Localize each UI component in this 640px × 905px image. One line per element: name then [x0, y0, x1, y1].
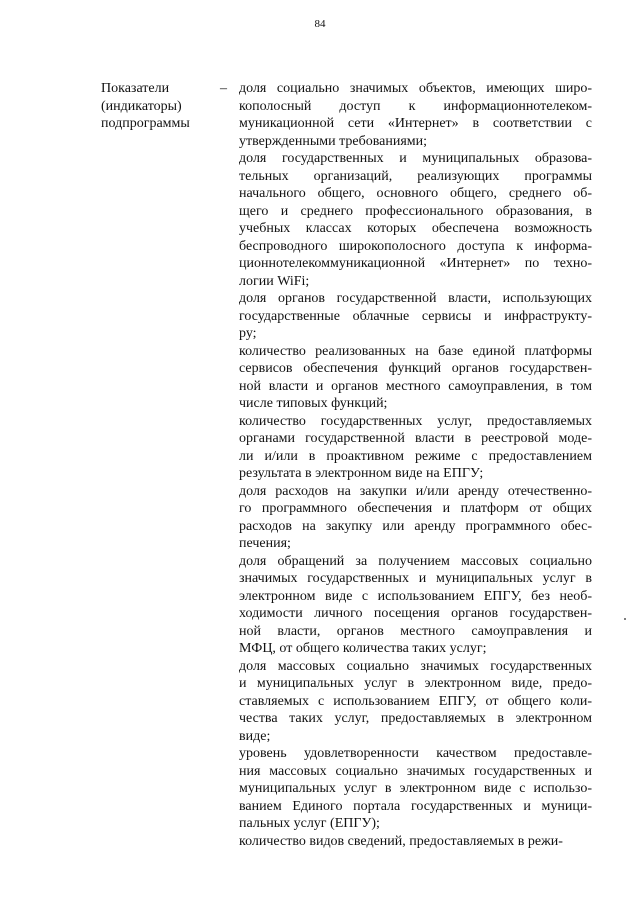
text-line: государственные облачные сервисы и инфраструкту-	[239, 308, 592, 324]
text-line: доля массовых социально значимых государственных	[239, 658, 592, 674]
text-line: муниципальных услуг в электронном виде с использо-	[239, 781, 592, 796]
text-line: сервисов обеспечения функций органов государствен-	[239, 361, 592, 376]
text-line: ставляемых с использованием ЕПГУ, от общего коли-	[239, 693, 592, 709]
text-line: ходимости личного посещения органов государствен-	[239, 606, 592, 621]
text-line: доля социально значимых объектов, имеющих широ-	[239, 81, 592, 96]
text-line: начального общего, основного общего, среднего об-	[239, 186, 592, 201]
text-line: беспроводного широкополосного доступа к информа-	[239, 238, 592, 254]
page-number: 84	[314, 18, 326, 30]
text-line: МФЦ, от общего количества таких услуг;	[239, 641, 487, 656]
text-line: виде;	[239, 728, 271, 744]
text-line: ния массовых социально значимых государственных и	[239, 763, 592, 779]
text-line: пальных услуг (ЕПГУ);	[239, 816, 380, 831]
text-line: чества таких услуг, предоставляемых в электронном	[239, 711, 592, 726]
text-line: ли и/или в проактивном режиме с предоставлением	[239, 448, 592, 464]
text-line: значимых государственных и муниципальных услуг в	[239, 571, 592, 586]
section-label-line: подпрограммы	[101, 116, 190, 131]
text-line: логии WiFi;	[239, 273, 310, 289]
text-line: и муниципальных услуг в электронном виде, предо-	[239, 676, 592, 691]
scan-speck	[624, 618, 626, 620]
text-line: щего и среднего профессионального образования, в	[239, 203, 592, 219]
text-line: числе типовых функций;	[239, 396, 388, 411]
text-line: печения;	[239, 536, 291, 551]
text-line: уровень удовлетворенности качеством предоставле-	[239, 746, 592, 761]
text-line: го программного обеспечения и платформ от общих	[239, 501, 592, 516]
text-line: ру;	[239, 326, 257, 341]
text-line: ной власти и органов местного самоуправления, в том	[239, 378, 592, 394]
section-label	[101, 80, 221, 133]
text-line: доля органов государственной власти, использующих	[239, 291, 592, 306]
text-line: ной власти, органов местного самоуправления и	[239, 623, 592, 639]
text-line: результата в электронном виде на ЕПГУ;	[239, 466, 484, 481]
text-line: муникационной сети «Интернет» в соответствии с	[239, 116, 592, 131]
text-line: доля государственных и муниципальных образова-	[239, 151, 592, 166]
section-label-line: Показатели	[101, 81, 170, 96]
text-line: ванием Единого портала государственных и муници-	[239, 798, 592, 814]
text-line: учебных классах которых обеспечена возможность	[239, 221, 592, 236]
indicator-text	[239, 80, 592, 850]
text-line: тельных организаций, реализующих программы	[239, 168, 592, 184]
text-line: кополосный доступ к информационнотелеком-	[239, 98, 592, 114]
text-line: доля расходов на закупки и/или аренду отечественно-	[239, 483, 592, 499]
dash-separator: –	[220, 81, 227, 96]
text-line: количество видов сведений, предоставляемых в режи-	[239, 833, 563, 849]
text-line: электронном виде с использованием ЕПГУ, без необ-	[239, 588, 592, 604]
text-line: органами государственной власти в реестровой моде-	[239, 431, 592, 446]
text-line: количество реализованных на базе единой платформы	[239, 343, 592, 359]
text-line: утвержденными требованиями;	[239, 133, 428, 149]
section-label-line: (индикаторы)	[101, 98, 182, 114]
text-line: количество государственных услуг, предоставляемых	[239, 413, 592, 429]
text-line: расходов на закупку или аренду программного обес-	[239, 518, 592, 534]
text-line: ционнотелекоммуникационной «Интернет» по техно-	[239, 256, 592, 271]
text-line: доля обращений за получением массовых социально	[239, 553, 592, 569]
